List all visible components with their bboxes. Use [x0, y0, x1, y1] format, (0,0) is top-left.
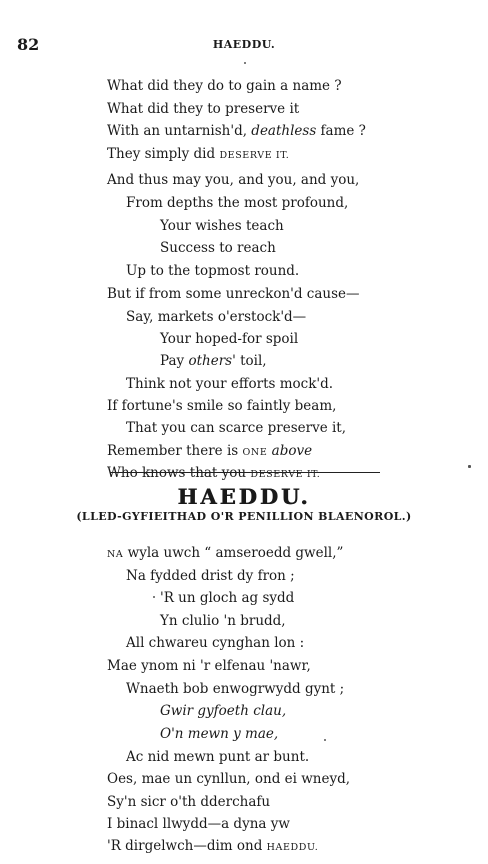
- verse-text: Think not your efforts mock'd.: [126, 376, 334, 392]
- verse-text: Up to the topmost round.: [126, 263, 300, 279]
- verse-text: If fortune's smile so faintly beam,: [107, 398, 337, 414]
- verse-text: wyla uwch “ amseroedd gwell,”: [123, 545, 344, 561]
- verse-text: All chwareu cynghan lon :: [126, 635, 305, 651]
- page-number: 82: [17, 35, 40, 54]
- verse-text: Ac nid mewn punt ar bunt.: [126, 749, 310, 765]
- english-verse-line: [126, 195, 348, 211]
- verse-text: What did they to preserve it: [107, 101, 300, 117]
- small-caps-text: DESERVE IT.: [219, 150, 290, 161]
- verse-text: Pay: [160, 353, 189, 369]
- print-speck: [153, 596, 155, 598]
- verse-text: And thus may you, and you, and you,: [107, 172, 360, 188]
- english-verse-line: [107, 443, 312, 461]
- welsh-verse-line: [107, 658, 311, 674]
- welsh-verse-line: [160, 590, 294, 606]
- welsh-verse-line: [126, 635, 304, 651]
- print-speck: [324, 739, 326, 741]
- english-verse-line: [107, 398, 336, 414]
- verse-text: I binacl llwydd—a dyna yw: [107, 816, 290, 832]
- verse-text: From depths the most profound,: [126, 195, 349, 211]
- small-caps-text: HAEDDU.: [266, 842, 319, 853]
- english-verse-line: [126, 420, 346, 436]
- english-verse-line: [126, 376, 333, 392]
- welsh-verse-line: [107, 816, 290, 832]
- welsh-verse-line: [107, 771, 350, 787]
- verse-text: Oes, mae un cynllun, ond ei wneyd,: [107, 771, 351, 787]
- welsh-verse-line: [107, 545, 343, 563]
- small-caps-text: DESERVE IT.: [250, 469, 321, 480]
- welsh-verse-line: [160, 613, 286, 629]
- verse-text: Wnaeth bob enwogrwydd gynt ;: [126, 681, 345, 697]
- verse-text: Yn clulio 'n brudd,: [160, 613, 286, 629]
- print-speck: [468, 465, 471, 468]
- english-verse-line: [107, 101, 299, 117]
- verse-text: They simply did: [107, 146, 220, 162]
- verse-text: Your wishes teach: [160, 218, 284, 234]
- verse-text: Say, markets o'erstock'd—: [126, 309, 307, 325]
- print-speck: [244, 62, 246, 64]
- verse-text: toil,: [235, 353, 267, 369]
- english-verse-line: [160, 331, 298, 347]
- welsh-verse-line: [126, 681, 344, 697]
- english-verse-line: [107, 146, 289, 164]
- italic-text: above: [271, 443, 313, 459]
- verse-text: 'R dirgelwch—dim ond: [107, 838, 267, 854]
- english-verse-line: [107, 286, 360, 302]
- verse-text: Na fydded drist dy fron ;: [126, 568, 295, 584]
- verse-text: fame ?: [316, 123, 366, 139]
- verse-text: What did they do to gain a name ?: [107, 78, 342, 94]
- welsh-verse-line: [160, 726, 278, 742]
- italic-text: O'n mewn y mae,: [160, 726, 279, 742]
- italic-text: deathless: [251, 123, 317, 139]
- welsh-verse-line: [126, 749, 309, 765]
- english-verse-line: [160, 240, 276, 256]
- verse-text: Your hoped-for spoil: [160, 331, 299, 347]
- italic-text: Gwir gyfoeth clau,: [160, 703, 287, 719]
- verse-text: That you can scarce preserve it,: [126, 420, 347, 436]
- english-verse-line: [126, 309, 306, 325]
- running-head: HAEDDU.: [212, 38, 276, 51]
- verse-text: Success to reach: [160, 240, 276, 256]
- italic-text: others': [188, 353, 236, 369]
- welsh-verse-line: [160, 703, 286, 719]
- english-verse-line: [107, 465, 320, 483]
- english-verse-line: [126, 263, 299, 279]
- english-verse-line: [107, 172, 359, 188]
- verse-text: Sy'n sicr o'th dderchafu: [107, 794, 271, 810]
- verse-text: 'R un gloch ag sydd: [160, 590, 295, 606]
- section-title: HAEDDU.: [177, 484, 311, 509]
- verse-text: With an untarnish'd,: [107, 123, 252, 139]
- small-caps-text: NA: [107, 549, 124, 560]
- verse-text: Who knows that you: [107, 465, 251, 481]
- section-divider: [110, 472, 380, 473]
- small-caps-text: ONE: [242, 447, 268, 458]
- english-verse-line: [107, 123, 366, 139]
- section-subtitle: (LLED-GYFIEITHAD O'R PENILLION BLAENOROL.): [76, 510, 412, 523]
- welsh-verse-line: [107, 794, 270, 810]
- welsh-verse-line: [126, 568, 295, 584]
- english-verse-line: [107, 78, 342, 94]
- english-verse-line: [160, 353, 267, 369]
- verse-text: But if from some unreckon'd cause—: [107, 286, 360, 302]
- verse-text: Mae ynom ni 'r elfenau 'nawr,: [107, 658, 311, 674]
- english-verse-line: [160, 218, 284, 234]
- welsh-verse-line: [107, 838, 318, 856]
- verse-text: Remember there is: [107, 443, 243, 459]
